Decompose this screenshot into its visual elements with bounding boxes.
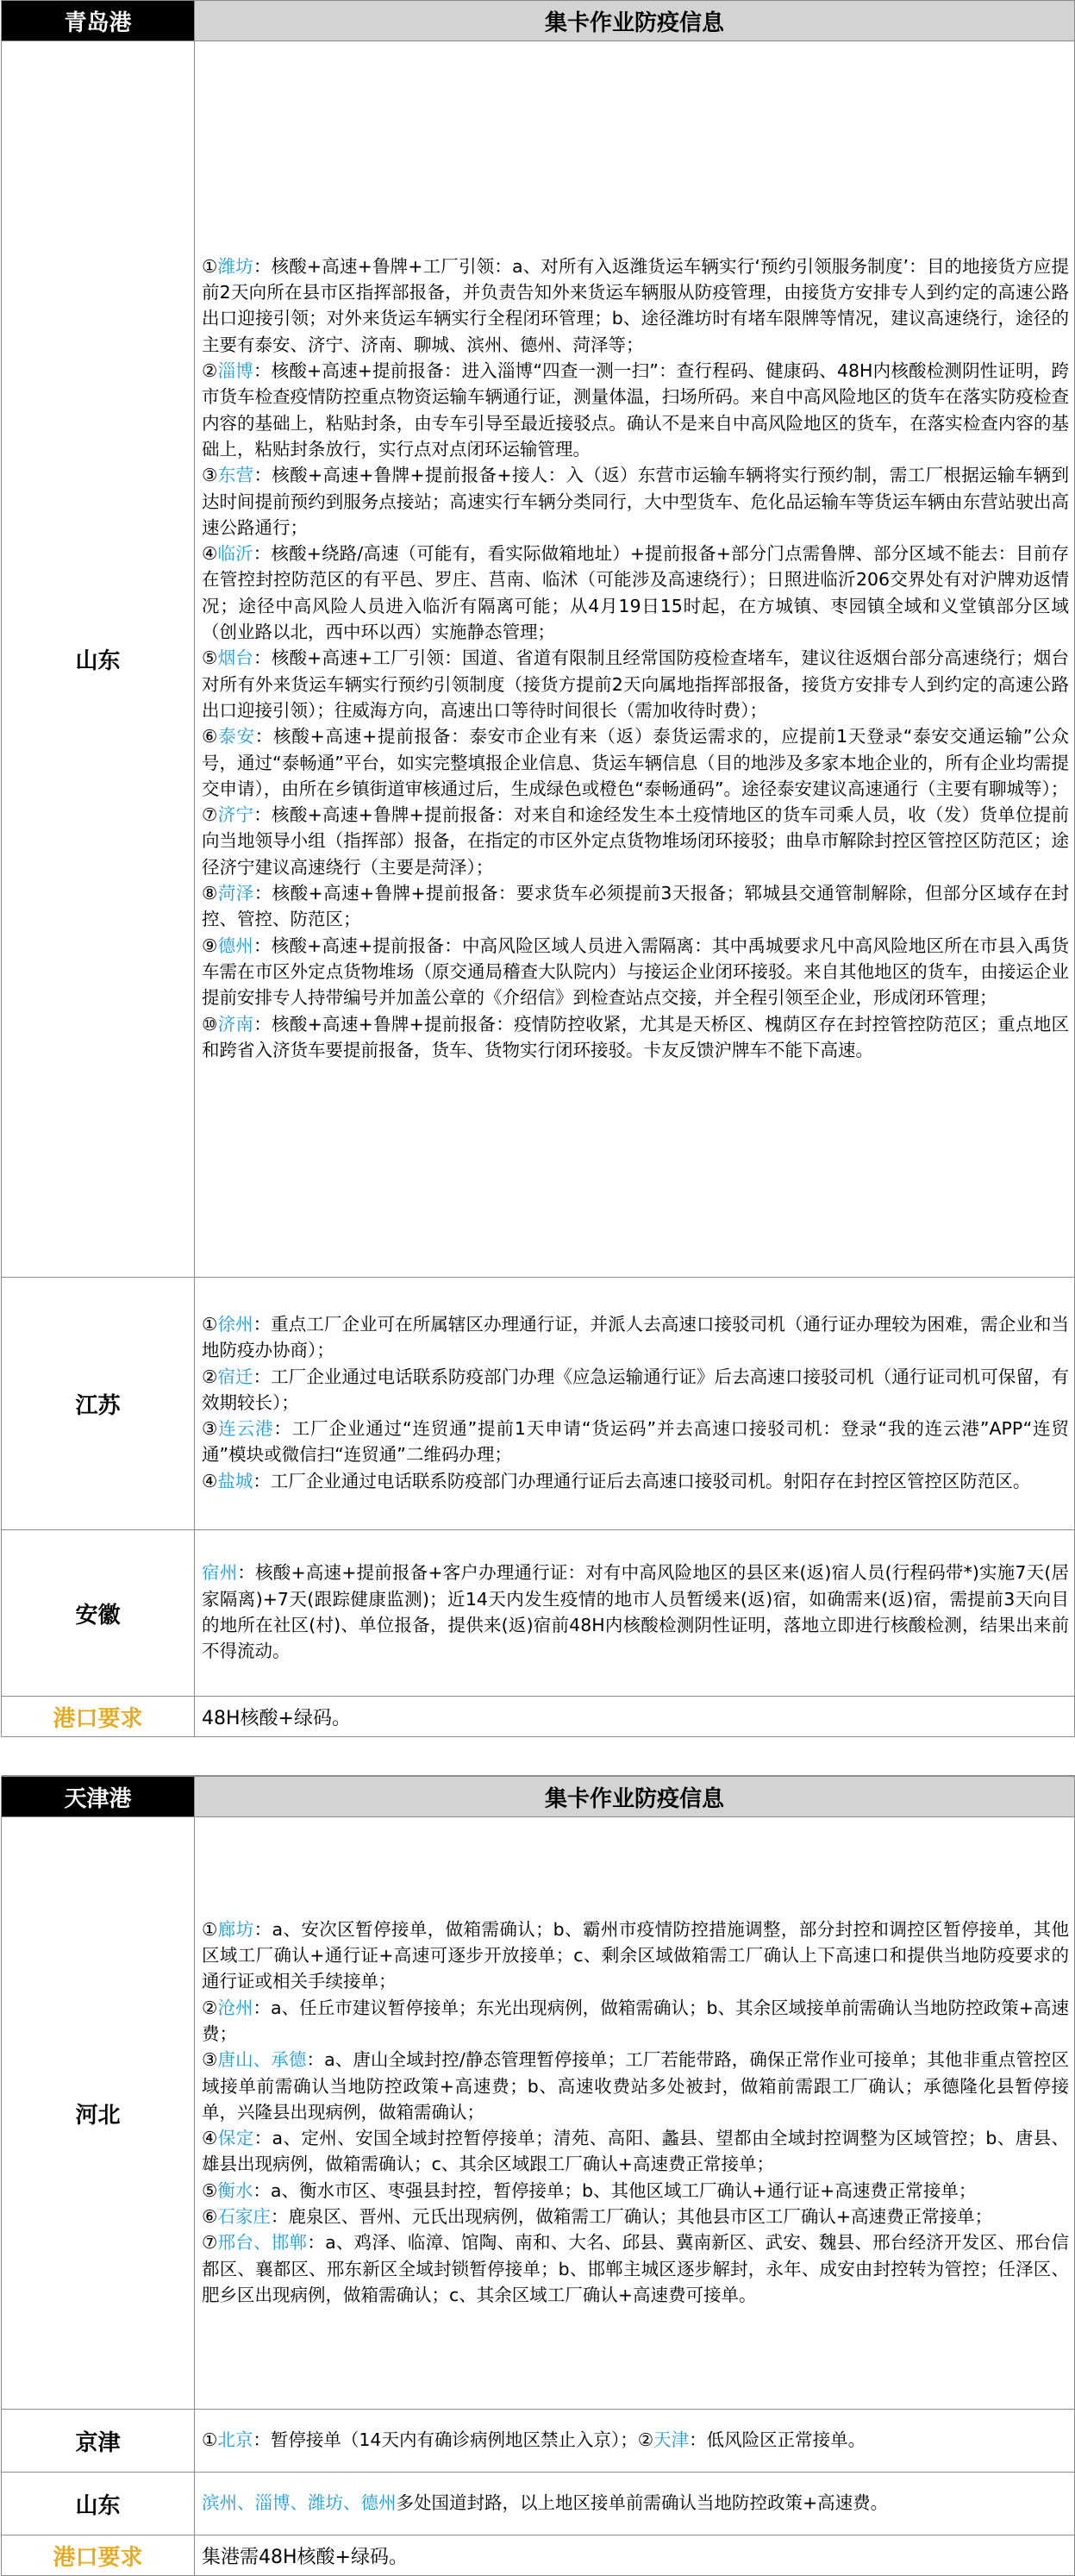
city-rule-text: 多处国道封路，以上地区接单前需确认当地防控政策+高速费。 — [396, 2492, 889, 2513]
city-rule-text: ：a、衡水市区、枣强县封控，暂停接单；b、其他区域工厂确认+通行证+高速费正常接单； — [253, 2179, 977, 2201]
city-name: 唐山、承德 — [217, 2049, 307, 2071]
region-jiangsu: 江苏 — [2, 1278, 195, 1530]
city-name: 北京 — [217, 2429, 253, 2450]
city-paragraph — [202, 880, 1069, 933]
city-name: 连云港 — [218, 1418, 274, 1440]
port-requirement-label: 港口要求 — [2, 1697, 195, 1737]
city-name: 烟台 — [217, 647, 254, 669]
city-paragraph — [202, 2204, 1069, 2229]
city-paragraph — [202, 1916, 1069, 1995]
city-paragraph — [202, 1364, 1069, 1416]
item-number: ② — [202, 1997, 218, 2018]
item-number: ④ — [202, 543, 218, 565]
paragraph-list — [202, 1560, 1069, 1664]
city-rule-text: ：工厂企业通过电话联系防疫部门办理《应急运输通行证》后去高速口接驳司机（通行证司机可保留，有效期较长）； — [202, 1366, 1069, 1413]
qingdao-table — [1, 0, 1075, 1776]
port-requirement-label: 港口要求 — [2, 2535, 195, 2576]
city-paragraph — [202, 2178, 1069, 2204]
city-name: 衡水 — [217, 2179, 253, 2201]
item-number: ⑥ — [202, 2206, 218, 2228]
city-name: 临沂 — [217, 543, 253, 565]
item-number: ① — [202, 1918, 218, 1940]
city-name: 潍坊 — [217, 255, 253, 277]
city-rule-text: ：核酸+高速+工厂引领：国道、省道有限制且经常国防疫检查堵车，建议往返烟台部分高速绕行；烟台对所有外来货运车辆实行预约引领制度（接货方提前2天向属地指挥部报备，接货方安排专人到约定的高速公路出口迎接引领）；往威海方向，高速出口等待时间很长（需加收待时费）； — [202, 647, 1069, 721]
city-name: 天津 — [653, 2429, 690, 2450]
city-paragraph — [202, 1011, 1069, 1064]
item-number: ② — [202, 360, 218, 382]
item-number: ⑩ — [202, 1013, 218, 1035]
item-number: ⑦ — [202, 2232, 218, 2254]
city-paragraph — [202, 2047, 1069, 2125]
paragraph-list — [202, 2427, 1069, 2453]
city-rule-text: ：a、安次区暂停接单，做箱需确认；b、霸州市疫情防控措施调整，部分封控和调控区暂停接单，其他区域工厂确认+通行证+高速可逐步开放接单；c、剩余区域做箱需工厂确认上下高速口和提供当地防疫要求的通行证或相关手续接单； — [202, 1918, 1069, 1992]
city-rule-text: ：工厂企业通过电话联系防疫部门办理通行证后去高速口接驳司机。射阳存在封控区管控区防范区。 — [253, 1470, 1031, 1491]
item-number: ② — [202, 1366, 218, 1387]
item-number: ① — [202, 255, 218, 277]
city-name: 泰安 — [218, 726, 255, 747]
port-requirement-text: 集港需48H核酸+绿码。 — [195, 2535, 1075, 2576]
city-rule-text: ：低风险区正常接单。 — [689, 2429, 866, 2450]
region-hebei: 河北 — [2, 1817, 195, 2410]
city-rule-text: ：a、鸡泽、临漳、馆陶、南和、大名、邱县、冀南新区、武安、魏县、邢台经济开发区、邢台信都区、襄都区、邢东新区全域封锁暂停接单；b、邯郸主城区逐步解封，永年、成安由封控转为管控；任泽区、肥乡区出现病例，做箱需确认；c、其余区域工厂确认+高速费可接单。 — [202, 2232, 1069, 2305]
city-rule-text: ：工厂企业通过“连贸通”提前1天申请“货运码”并去高速口接驳司机：登录“我的连云港”APP“连贸通”模块或微信扫“连贸通”二维码办理； — [202, 1418, 1069, 1466]
region-anhui: 安徽 — [2, 1530, 195, 1697]
item-number: ③ — [202, 1418, 219, 1440]
section-title-tianjin: 集卡作业防疫信息 — [195, 1777, 1075, 1817]
city-rule-text: ：核酸+高速+提前报备：进入淄博“四查一测一扫”：查行程码、健康码、48H内核酸检测阴性证明，跨市货车检查疫情防控重点物资运输车辆通行证，测量体温，扫场所码。来自中高风险地区的货车在落实防疫检查内容的基础上，粘贴封条，由专车引导至最近接驳点。确认不是来自中高风险地区的货车，在落实检查内容的基础上，粘贴封条放行，实行点对点闭环运输管理。 — [202, 360, 1070, 460]
item-number: ③ — [202, 465, 218, 486]
city-name: 德州 — [217, 935, 254, 956]
city-rule-text: ：核酸+高速+鲁牌+提前报备+接人：入（返）东营市运输车辆将实行预约制，需工厂根据运输车辆到达时间提前预约到服务点接站；高速实行车辆分类同行，大中型货车、危化品运输车等货运车辆由东营站驶出高速公路通行； — [202, 465, 1069, 538]
city-paragraph — [202, 723, 1069, 802]
city-paragraph — [202, 1560, 1069, 1664]
region-content-shandong-tianjin — [195, 2473, 1075, 2535]
paragraph-list — [202, 1311, 1069, 1494]
city-name: 菏泽 — [217, 883, 254, 904]
city-name: 廊坊 — [217, 1918, 254, 1940]
city-name: 徐州 — [217, 1313, 253, 1335]
item-number: ④ — [202, 1470, 218, 1491]
item-number: ④ — [202, 2128, 218, 2149]
item-number: ① — [202, 1313, 218, 1335]
tianjin-table — [1, 1776, 1075, 2576]
city-paragraph — [202, 1468, 1069, 1494]
city-rule-text: ：a、唐山全域封控/静态管理暂停接单；工厂若能带路，确保正常作业可接单；其他非重点管控区域接单前需确认当地防控政策+高速费；b、高速收费站多处被封，做箱前需跟工厂确认；承德隆化县暂停接单，兴隆县出现病例，做箱需确认； — [202, 2049, 1070, 2123]
city-paragraph — [202, 358, 1069, 462]
city-paragraph — [202, 802, 1069, 880]
item-number: ⑧ — [202, 883, 218, 904]
city-rule-text: ：核酸+高速+提前报备：泰安市企业有来（返）泰货运需求的，应提前1天登录“泰安交通运输”公众号，通过“泰畅通”平台，如实完整填报企业信息、货运车辆信息（目的地涉及多家本地企业的，所有企业均需提交申请），由所在乡镇街道审核通过后，生成绿色或橙色“泰畅通码”。途径泰安建议高速通行（主要有聊城等）； — [202, 726, 1069, 799]
city-rule-text: ：暂停接单（14天内有确诊病例地区禁止入京）； — [253, 2429, 638, 2450]
item-number: ⑤ — [202, 647, 218, 669]
city-name: 东营 — [217, 465, 254, 486]
city-rule-text: ：核酸+高速+鲁牌+提前报备：要求货车必须提前3天报备；郓城县交通管制解除，但部分区域存在封控、管控、防范区； — [202, 883, 1070, 930]
city-paragraph — [202, 2427, 1069, 2453]
city-name: 宿迁 — [217, 1366, 253, 1387]
city-rule-text: ：a、任丘市建议暂停接单；东光出现病例，做箱需确认；b、其余区域接单前需确认当地防控政策+高速费； — [202, 1997, 1069, 2044]
port-header-tianjin: 天津港 — [2, 1777, 195, 1817]
port-header-qingdao: 青岛港 — [2, 1, 195, 41]
city-rule-text: ：鹿泉区、晋州、元氏出现病例，做箱需工厂确认；其他县市区工厂确认+高速费正常接单； — [270, 2206, 993, 2228]
city-rule-text: ：核酸+高速+提前报备：中高风险区域人员进入需隔离：其中禹城要求凡中高风险地区所在市县入禹货车需在市区外定点货物堆场（原交通局稽查大队院内）与接运企业闭环接驳。来自其他地区的货车，由接运企业提前安排专人持带编号并加盖公章的《介绍信》到检查站点交接，并全程引领至企业，形成闭环管理； — [202, 935, 1069, 1009]
spacer-cell — [195, 1737, 1075, 1776]
paragraph-list — [202, 253, 1069, 1063]
city-rule-text: ：核酸+绕路/高速（可能有，看实际做箱地址）+提前报备+部分门点需鲁牌、部分区域不能去：目前存在管控封控防范区的有平邑、罗庄、莒南、临沭（可能涉及高速绕行）；日照进临沂206交界处有对沪牌劝返情况；途径中高风险人员进入临沂有隔离可能；从4月19日15时起，在方城镇、枣园镇全域和义堂镇部分区域（创业路以北，西中环以西）实施静态管理； — [202, 543, 1069, 643]
city-paragraph — [202, 645, 1069, 723]
item-number: ⑥ — [202, 726, 219, 747]
city-name: 沧州 — [217, 1997, 253, 2018]
city-paragraph — [202, 2229, 1069, 2308]
city-name: 济宁 — [217, 804, 254, 826]
paragraph-list — [202, 2490, 1069, 2516]
region-content-jiangsu — [195, 1278, 1075, 1530]
region-content-anhui — [195, 1530, 1075, 1697]
region-content-hebei — [195, 1817, 1075, 2410]
city-rule-text: ：核酸+高速+提前报备+客户办理通行证：对有中高风险地区的县区来(返)宿人员(行程码带*)实施7天(居家隔离)+7天(跟踪健康监测)；近14天内发生疫情的地市人员暂缓来(返)宿，如确需来(返)宿，需提前3天向目的地所在社区(村)、单位报备，提供来(返)宿前48H内核酸检测阴性证明，落地立即进行核酸检测，结果出来前不得流动。 — [202, 1562, 1070, 1662]
city-paragraph — [202, 1995, 1069, 2048]
city-name: 保定 — [217, 2128, 254, 2149]
region-jingjin: 京津 — [2, 2410, 195, 2473]
item-number: ① — [202, 2429, 218, 2450]
paragraph-list — [202, 1916, 1069, 2308]
region-shandong: 山东 — [2, 41, 195, 1278]
section-title-qingdao: 集卡作业防疫信息 — [195, 1, 1075, 41]
port-requirement-text: 48H核酸+绿码。 — [195, 1697, 1075, 1737]
item-number: ⑤ — [202, 2179, 218, 2201]
city-paragraph — [202, 1311, 1069, 1364]
city-rule-text: ：核酸+高速+鲁牌+提前报备：对来自和途经发生本土疫情地区的货车司乘人员，收（发）货单位提前向当地领导小组（指挥部）报备，在指定的市区外定点货物堆场闭环接驳；曲阜市解除封控区管控区防范区；途径济宁建议高速绕行（主要是菏泽）； — [202, 804, 1070, 878]
region-shandong-tianjin: 山东 — [2, 2473, 195, 2535]
city-name: 宿州 — [202, 1562, 238, 1584]
city-name: 滨州、淄博、潍坊、德州 — [202, 2492, 397, 2513]
city-name: 淄博 — [217, 360, 253, 382]
city-name: 盐城 — [217, 1470, 253, 1491]
item-number: ⑦ — [202, 804, 218, 826]
city-paragraph — [202, 253, 1069, 358]
city-rule-text: ：重点工厂企业可在所属辖区办理通行证，并派人去高速口接驳司机（通行证办理较为困难，需企业和当地防疫办协商）； — [202, 1313, 1069, 1361]
item-number: ⑨ — [202, 935, 218, 956]
city-paragraph — [202, 462, 1069, 541]
item-number: ② — [637, 2429, 654, 2450]
city-rule-text: ：a、定州、安国全域封控暂停接单；清苑、高阳、蠡县、望都由全域封控调整为区域管控；b、唐县、雄县出现病例，做箱需确认；c、其余区域跟工厂确认+高速费正常接单； — [202, 2128, 1069, 2175]
region-content-jingjin — [195, 2410, 1075, 2473]
city-paragraph — [202, 933, 1069, 1011]
city-rule-text: ：核酸+高速+鲁牌+工厂引领：a、对所有入返潍货运车辆实行‘预约引领服务制度’：目的地接货方应提前2天向所在县市区指挥部报备，并负责告知外来货运车辆服从防疫管理，由接货方安排专人到约定的高速公路出口迎接引领；对外来货运车辆实行全程闭环管理；b、途径潍坊时有堵车限牌等情况，建议高速绕行，途径的主要有泰安、济宁、济南、聊城、滨州、德州、菏泽等； — [202, 255, 1070, 355]
region-content-shandong — [195, 41, 1075, 1278]
city-name: 石家庄 — [217, 2206, 271, 2228]
city-paragraph — [202, 2125, 1069, 2178]
city-rule-text: ：核酸+高速+鲁牌+提前报备：疫情防控收紧，尤其是天桥区、槐荫区存在封控管控防范区；重点地区和跨省入济货车要提前报备，货车、货物实行闭环接驳。卡友反馈沪牌车不能下高速。 — [202, 1013, 1070, 1060]
city-paragraph — [202, 2490, 1069, 2516]
city-name: 济南 — [217, 1013, 254, 1035]
city-name: 邢台、邯郸 — [217, 2232, 308, 2254]
spacer-cell — [2, 1737, 195, 1776]
city-paragraph — [202, 541, 1069, 645]
city-paragraph — [202, 1416, 1069, 1468]
item-number: ③ — [202, 2049, 218, 2071]
